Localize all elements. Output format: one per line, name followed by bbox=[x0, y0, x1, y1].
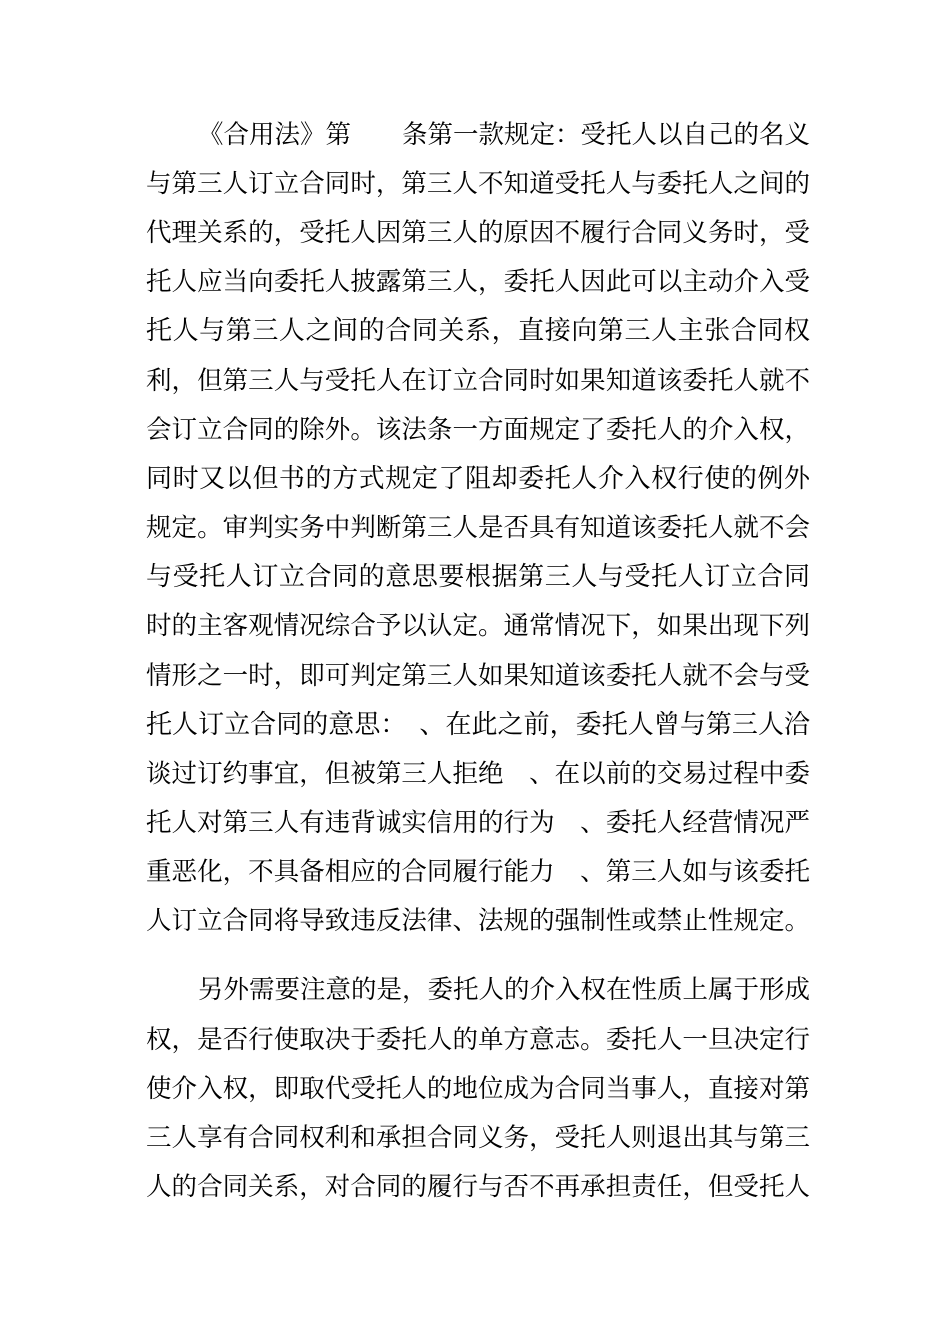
paragraph-1-line-3: 代理关系的，受托人因第三人的原因不履行合同义务时，受 bbox=[146, 218, 810, 248]
paragraph-1-line-12: 情形之一时，即可判定第三人如果知道该委托人就不会与受 bbox=[146, 661, 810, 691]
paragraph-2-line-3: 使介入权，即取代受托人的地位成为合同当事人，直接对第 bbox=[146, 1074, 810, 1104]
paragraph-1-line-16: 重恶化，不具备相应的合同履行能力 、第三人如与该委托 bbox=[146, 857, 810, 887]
paragraph-1-line-10: 与受托人订立合同的意思要根据第三人与受托人订立合同 bbox=[146, 562, 810, 592]
paragraph-1-line-11: 时的主客观情况综合予以认定。通常情况下，如果出现下列 bbox=[146, 611, 810, 641]
paragraph-1-line-9: 规定。审判实务中判断第三人是否具有知道该委托人就不会 bbox=[146, 513, 810, 543]
paragraph-1-line-14: 谈过订约事宜，但被第三人拒绝 、在以前的交易过程中委 bbox=[146, 759, 810, 789]
paragraph-1-line-1: 《合用法》第 条第一款规定：受托人以自己的名义 bbox=[198, 120, 811, 150]
paragraph-1-line-2: 与第三人订立合同时，第三人不知道受托人与委托人之间的 bbox=[146, 169, 810, 199]
paragraph-1-line-8: 同时又以但书的方式规定了阻却委托人介入权行使的例外 bbox=[146, 464, 810, 494]
paragraph-1-line-17: 人订立合同将导致违反法律、法规的强制性或禁止性规定。 bbox=[146, 906, 810, 936]
paragraph-1-line-13: 托人订立合同的意思： 、在此之前，委托人曾与第三人洽 bbox=[146, 710, 810, 740]
paragraph-2-line-4: 三人享有合同权利和承担合同义务，受托人则退出其与第三 bbox=[146, 1123, 810, 1153]
paragraph-1-line-15: 托人对第三人有违背诚实信用的行为 、委托人经营情况严 bbox=[146, 808, 810, 838]
paragraph-1-line-4: 托人应当向委托人披露第三人，委托人因此可以主动介入受 bbox=[146, 267, 810, 297]
paragraph-1-line-6: 利，但第三人与受托人在订立合同时如果知道该委托人就不 bbox=[146, 366, 810, 396]
paragraph-2-line-5: 人的合同关系，对合同的履行与否不再承担责任，但受托人 bbox=[146, 1172, 810, 1202]
paragraph-2-line-1: 另外需要注意的是，委托人的介入权在性质上属于形成 bbox=[198, 975, 811, 1005]
paragraph-1-line-5: 托人与第三人之间的合同关系，直接向第三人主张合同权 bbox=[146, 316, 810, 346]
paragraph-2-line-2: 权，是否行使取决于委托人的单方意志。委托人一旦决定行 bbox=[146, 1025, 810, 1055]
paragraph-1-line-7: 会订立合同的除外。该法条一方面规定了委托人的介入权， bbox=[146, 415, 810, 445]
